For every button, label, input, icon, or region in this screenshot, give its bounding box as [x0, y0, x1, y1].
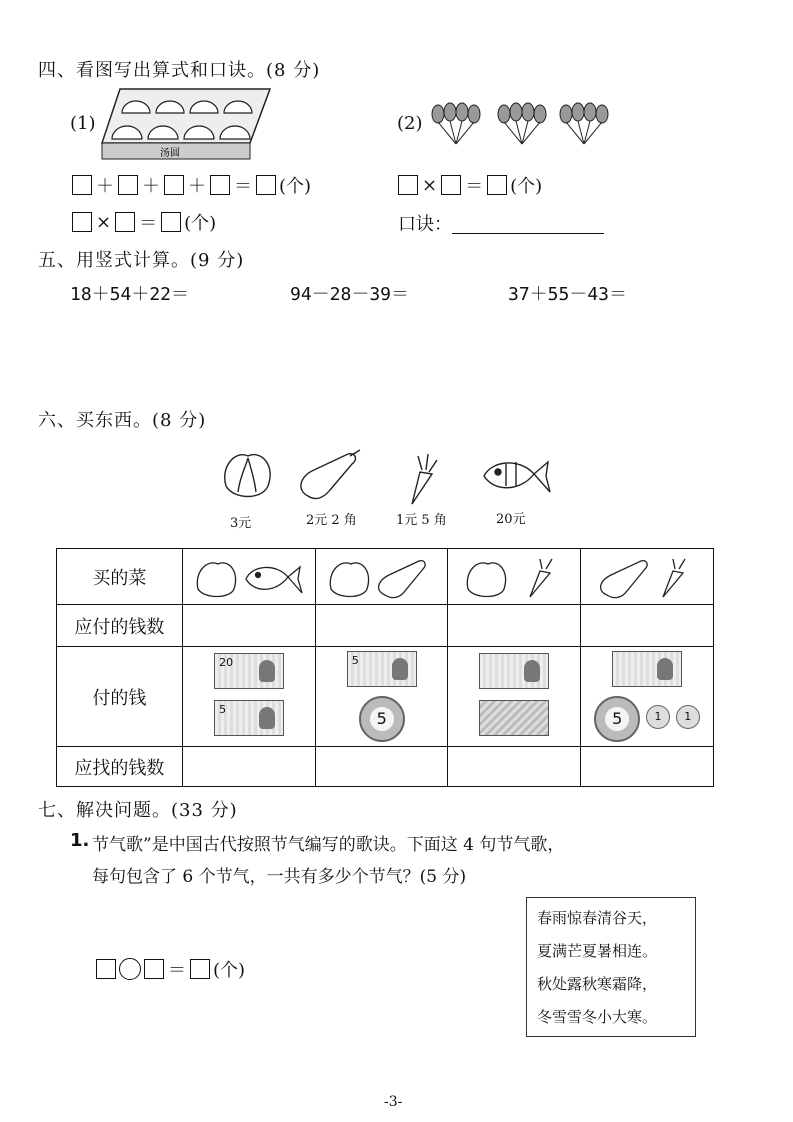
section-4-title: 四、看图写出算式和口诀。(8 分)	[38, 60, 321, 81]
cabbage-icon	[225, 455, 270, 497]
eggplant-carrot-icon	[597, 555, 697, 599]
answer-cell[interactable]	[316, 747, 448, 787]
coin-1-jiao-icon: 1	[646, 705, 670, 729]
table-row	[57, 549, 714, 605]
answer-cell[interactable]	[581, 747, 714, 787]
balloons-image	[428, 102, 614, 148]
price-carrot: 1元 5 角	[396, 513, 447, 528]
unit-label: (个)	[213, 960, 246, 981]
addition-equation: ＋ ＋ ＋ ＝ (个)	[72, 172, 311, 198]
row-header: 应付的钱数	[57, 605, 183, 647]
answer-cell[interactable]	[448, 605, 581, 647]
table-row	[57, 605, 714, 647]
calc-q3: 37＋55－43＝	[508, 284, 628, 305]
question-number: 1.	[70, 830, 90, 851]
goods-cell	[316, 549, 448, 605]
banknote-5-icon: 5	[347, 651, 417, 687]
answer-box[interactable]	[144, 959, 164, 979]
paid-cell	[448, 647, 581, 747]
answer-cell[interactable]	[448, 747, 581, 787]
cabbage-fish-icon	[194, 555, 304, 599]
answer-box[interactable]	[161, 212, 181, 232]
koujue-answer-line[interactable]	[452, 233, 604, 234]
answer-cell[interactable]	[316, 605, 448, 647]
answer-cell[interactable]	[581, 605, 714, 647]
unit-label: (个)	[279, 176, 312, 197]
shopping-table	[56, 548, 714, 787]
answer-box[interactable]	[72, 175, 92, 195]
tangyuan-tray-image	[100, 85, 272, 163]
koujue-label: 口诀：	[398, 214, 452, 235]
q1-label: (1)	[70, 113, 96, 134]
row-header: 付的钱	[57, 647, 183, 747]
goods-images	[216, 446, 556, 506]
table-row	[57, 747, 714, 787]
goods-cell	[448, 549, 581, 605]
carrot-icon	[412, 454, 437, 504]
answer-box[interactable]	[115, 212, 135, 232]
poem-line: 夏满芒夏暑相连。	[537, 942, 658, 960]
multiplication-equation-1: × ＝ (个)	[72, 209, 216, 235]
paid-cell	[182, 647, 316, 747]
answer-box[interactable]	[72, 212, 92, 232]
answer-cell[interactable]	[182, 605, 316, 647]
goods-cell	[581, 549, 714, 605]
tray-label: 汤圆	[160, 148, 180, 159]
coin-5-jiao-icon: 5	[594, 696, 640, 742]
page-number: -3-	[384, 1094, 403, 1110]
unit-label: (个)	[184, 213, 217, 234]
calc-q2: 94－28－39＝	[290, 284, 410, 305]
paid-cell	[581, 647, 714, 747]
price-cabbage: 3元	[230, 516, 252, 531]
answer-box[interactable]	[441, 175, 461, 195]
coin-5-jiao-icon: 5	[359, 696, 405, 742]
section-7-title: 七、解决问题。(33 分)	[38, 800, 238, 821]
fish-icon	[484, 462, 550, 492]
answer-box[interactable]	[164, 175, 184, 195]
goods-cell	[182, 549, 316, 605]
banknote-icon	[612, 651, 682, 687]
unit-label: (个)	[510, 176, 543, 197]
banknote-5-icon: 5	[214, 700, 284, 736]
question-text-line2: 每句包含了 6 个节气，一共有多少个节气？(5 分)	[92, 867, 467, 887]
answer-box[interactable]	[118, 175, 138, 195]
cabbage-eggplant-icon	[327, 555, 437, 599]
section-5-title: 五、用竖式计算。(9 分)	[38, 250, 245, 271]
table-row	[57, 647, 714, 747]
eggplant-icon	[301, 450, 360, 498]
banknote-20-icon: 20	[214, 653, 284, 689]
answer-box[interactable]	[210, 175, 230, 195]
multiplication-equation-2: × ＝ (个)	[398, 172, 542, 198]
jieqi-equation: ＝ (个)	[96, 956, 245, 982]
row-header: 买的菜	[57, 549, 183, 605]
paid-cell	[316, 647, 448, 747]
answer-box[interactable]	[256, 175, 276, 195]
poem-line: 冬雪雪冬小大寒。	[537, 1008, 658, 1026]
jieqi-poem-scroll	[526, 897, 696, 1037]
answer-box[interactable]	[398, 175, 418, 195]
answer-box[interactable]	[96, 959, 116, 979]
poem-line: 秋处露秋寒霜降，	[537, 975, 658, 993]
answer-box[interactable]	[190, 959, 210, 979]
banknote-icon	[479, 653, 549, 689]
price-eggplant: 2元 2 角	[306, 513, 357, 528]
calc-q1: 18＋54＋22＝	[70, 284, 190, 305]
row-header: 应找的钱数	[57, 747, 183, 787]
operator-circle[interactable]	[119, 958, 141, 980]
cabbage-carrot-icon	[464, 555, 564, 599]
section-6-title: 六、买东西。(8 分)	[38, 410, 207, 431]
poem-line: 春雨惊春清谷天，	[537, 909, 658, 927]
answer-box[interactable]	[487, 175, 507, 195]
banknote-small-icon	[479, 700, 549, 736]
price-fish: 20元	[496, 512, 526, 527]
question-text-line1: 节气歌”是中国古代按照节气编写的歌诀。下面这 4 句节气歌，	[92, 835, 565, 855]
answer-cell[interactable]	[182, 747, 316, 787]
coin-1-jiao-icon: 1	[676, 705, 700, 729]
q2-label: (2)	[397, 113, 423, 134]
